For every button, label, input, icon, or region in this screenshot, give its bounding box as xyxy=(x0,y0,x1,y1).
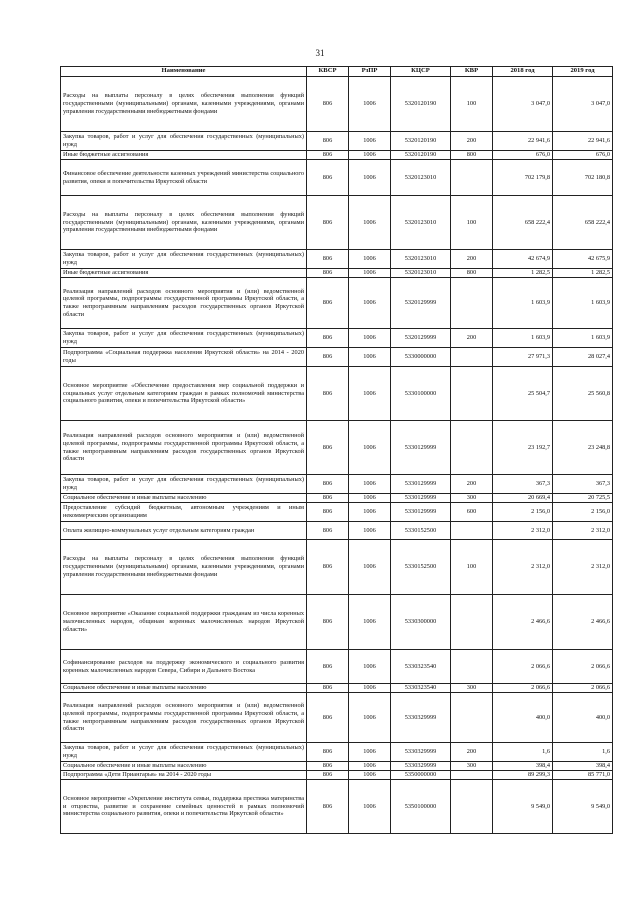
cell-kvr xyxy=(451,771,493,780)
cell-kcsr: 5330129999 xyxy=(391,503,451,522)
cell-kvsr: 806 xyxy=(307,160,349,196)
cell-2018: 3 047,0 xyxy=(493,77,553,132)
cell-kcsr: 5320129999 xyxy=(391,329,451,348)
header-row xyxy=(61,67,613,77)
cell-kvr: 300 xyxy=(451,762,493,771)
cell-kvsr: 806 xyxy=(307,269,349,278)
cell-2018: 398,4 xyxy=(493,762,553,771)
table-row xyxy=(61,269,613,278)
cell-name: Закупка товаров, работ и услуг для обеспечения государственных (муниципальных) нужд xyxy=(61,250,307,269)
cell-kcsr: 5330152500 xyxy=(391,522,451,540)
cell-2019: 9 549,0 xyxy=(553,780,613,834)
cell-kvr xyxy=(451,595,493,650)
cell-kcsr: 5350100000 xyxy=(391,780,451,834)
cell-rzpr: 1006 xyxy=(349,160,391,196)
cell-2018: 400,0 xyxy=(493,693,553,743)
cell-2019: 20 725,5 xyxy=(553,494,613,503)
cell-rzpr: 1006 xyxy=(349,132,391,151)
cell-2018: 1 603,9 xyxy=(493,329,553,348)
cell-2018: 2 312,0 xyxy=(493,540,553,595)
cell-name: Предоставление субсидий бюджетным, автономным учреждениям и иным некоммерческим организациям xyxy=(61,503,307,522)
cell-kcsr: 5320123010 xyxy=(391,196,451,250)
cell-kvr: 200 xyxy=(451,329,493,348)
cell-name: Закупка товаров, работ и услуг для обеспечения государственных (муниципальных) нужд xyxy=(61,329,307,348)
cell-kvr: 800 xyxy=(451,151,493,160)
cell-2018: 2 312,0 xyxy=(493,522,553,540)
cell-2019: 2 466,6 xyxy=(553,595,613,650)
cell-name: Закупка товаров, работ и услуг для обеспечения государственных (муниципальных) нужд xyxy=(61,743,307,762)
cell-kvsr: 806 xyxy=(307,540,349,595)
cell-2019: 676,0 xyxy=(553,151,613,160)
cell-rzpr: 1006 xyxy=(349,650,391,684)
cell-2019: 1 603,9 xyxy=(553,329,613,348)
cell-kvr: 100 xyxy=(451,540,493,595)
cell-kcsr: 5320129999 xyxy=(391,278,451,329)
table-row xyxy=(61,421,613,475)
table-row xyxy=(61,650,613,684)
col-header-2019: 2019 год xyxy=(553,67,613,77)
table-row xyxy=(61,771,613,780)
table-row xyxy=(61,278,613,329)
cell-kcsr: 5350000000 xyxy=(391,771,451,780)
cell-kvsr: 806 xyxy=(307,348,349,367)
table-row xyxy=(61,494,613,503)
cell-kvr: 100 xyxy=(451,77,493,132)
cell-kvsr: 806 xyxy=(307,595,349,650)
table-row xyxy=(61,762,613,771)
table-row xyxy=(61,196,613,250)
table-row xyxy=(61,693,613,743)
cell-2018: 20 669,4 xyxy=(493,494,553,503)
cell-kcsr: 5330329999 xyxy=(391,743,451,762)
cell-kvr: 600 xyxy=(451,503,493,522)
table-row xyxy=(61,780,613,834)
table-row xyxy=(61,522,613,540)
cell-2018: 367,3 xyxy=(493,475,553,494)
cell-2019: 1 282,5 xyxy=(553,269,613,278)
cell-name: Социальное обеспечение и иные выплаты населению xyxy=(61,762,307,771)
table-row xyxy=(61,250,613,269)
cell-2018: 658 222,4 xyxy=(493,196,553,250)
cell-rzpr: 1006 xyxy=(349,684,391,693)
cell-kcsr: 5320120190 xyxy=(391,132,451,151)
cell-2018: 22 941,6 xyxy=(493,132,553,151)
cell-kcsr: 5320120190 xyxy=(391,77,451,132)
cell-kvr: 100 xyxy=(451,196,493,250)
cell-kvsr: 806 xyxy=(307,367,349,421)
cell-2019: 42 675,9 xyxy=(553,250,613,269)
table-row xyxy=(61,329,613,348)
cell-rzpr: 1006 xyxy=(349,780,391,834)
cell-rzpr: 1006 xyxy=(349,348,391,367)
cell-kvr xyxy=(451,278,493,329)
col-header-name: Наименование xyxy=(61,67,307,77)
table-row xyxy=(61,348,613,367)
cell-2019: 2 066,6 xyxy=(553,650,613,684)
cell-kvr xyxy=(451,693,493,743)
cell-rzpr: 1006 xyxy=(349,269,391,278)
cell-rzpr: 1006 xyxy=(349,743,391,762)
cell-2019: 367,3 xyxy=(553,475,613,494)
col-header-kvr: КВР xyxy=(451,67,493,77)
cell-rzpr: 1006 xyxy=(349,196,391,250)
cell-rzpr: 1006 xyxy=(349,329,391,348)
cell-kvr xyxy=(451,522,493,540)
cell-name: Расходы на выплаты персоналу в целях обеспечения выполнения функций государственными (муниципальными) органами, казенными учреждениями, органами управления государственными внебюджетными фондами xyxy=(61,196,307,250)
cell-rzpr: 1006 xyxy=(349,762,391,771)
cell-kvsr: 806 xyxy=(307,250,349,269)
cell-rzpr: 1006 xyxy=(349,595,391,650)
cell-2019: 2 312,0 xyxy=(553,540,613,595)
cell-kvr: 200 xyxy=(451,743,493,762)
cell-kvr xyxy=(451,421,493,475)
cell-kvsr: 806 xyxy=(307,650,349,684)
cell-rzpr: 1006 xyxy=(349,475,391,494)
table-row xyxy=(61,684,613,693)
cell-2019: 3 047,0 xyxy=(553,77,613,132)
cell-name: Расходы на выплаты персоналу в целях обеспечения выполнения функций государственными (муниципальными) органами, казенными учреждениями, органами управления государственными внебюджетными фондами xyxy=(61,77,307,132)
table-row xyxy=(61,540,613,595)
cell-kvsr: 806 xyxy=(307,278,349,329)
cell-kcsr: 5320123010 xyxy=(391,269,451,278)
col-header-rzpr: РзПР xyxy=(349,67,391,77)
cell-rzpr: 1006 xyxy=(349,421,391,475)
cell-2019: 28 027,4 xyxy=(553,348,613,367)
cell-kvsr: 806 xyxy=(307,151,349,160)
cell-kcsr: 5320123010 xyxy=(391,250,451,269)
cell-kcsr: 5330323540 xyxy=(391,650,451,684)
cell-2019: 1 603,9 xyxy=(553,278,613,329)
col-header-kvsr: КВСР xyxy=(307,67,349,77)
cell-kvr xyxy=(451,348,493,367)
cell-2018: 25 504,7 xyxy=(493,367,553,421)
cell-kvsr: 806 xyxy=(307,780,349,834)
cell-kvsr: 806 xyxy=(307,771,349,780)
cell-rzpr: 1006 xyxy=(349,540,391,595)
cell-kcsr: 5330129999 xyxy=(391,494,451,503)
cell-name: Реализация направлений расходов основного мероприятия и (или) ведомственной целевой программы, подпрограммы государственной программы Иркутской области, а также непрограммным направлениям расходов государственных органов Иркутской области xyxy=(61,693,307,743)
cell-2018: 702 179,8 xyxy=(493,160,553,196)
cell-kvsr: 806 xyxy=(307,196,349,250)
table-row xyxy=(61,475,613,494)
cell-kvsr: 806 xyxy=(307,762,349,771)
cell-2018: 9 549,0 xyxy=(493,780,553,834)
cell-kvsr: 806 xyxy=(307,421,349,475)
cell-kvsr: 806 xyxy=(307,475,349,494)
cell-name: Реализация направлений расходов основного мероприятия и (или) ведомственной целевой программы, подпрограммы государственной программы Иркутской области, а также непрограммным направлениям расходов государственных органов Иркутской области xyxy=(61,421,307,475)
cell-2019: 398,4 xyxy=(553,762,613,771)
cell-rzpr: 1006 xyxy=(349,77,391,132)
cell-2018: 2 066,6 xyxy=(493,684,553,693)
cell-name: Иные бюджетные ассигнования xyxy=(61,269,307,278)
cell-2019: 22 941,6 xyxy=(553,132,613,151)
table-row xyxy=(61,160,613,196)
cell-2019: 2 312,0 xyxy=(553,522,613,540)
cell-2018: 1,6 xyxy=(493,743,553,762)
cell-name: Закупка товаров, работ и услуг для обеспечения государственных (муниципальных) нужд xyxy=(61,475,307,494)
cell-2019: 658 222,4 xyxy=(553,196,613,250)
cell-rzpr: 1006 xyxy=(349,151,391,160)
cell-2018: 42 674,9 xyxy=(493,250,553,269)
cell-2018: 2 066,6 xyxy=(493,650,553,684)
cell-2018: 2 466,6 xyxy=(493,595,553,650)
cell-kvsr: 806 xyxy=(307,684,349,693)
cell-2018: 89 299,3 xyxy=(493,771,553,780)
cell-kcsr: 5330129999 xyxy=(391,475,451,494)
cell-2018: 2 156,0 xyxy=(493,503,553,522)
cell-2019: 23 248,8 xyxy=(553,421,613,475)
cell-name: Основное мероприятие «Укрепление института семьи, поддержка престижа материнства и отцовства, развитие и сохранение семейных ценностей в рамках полномочий министерства социального развития, опеки и попечительства Иркутской области» xyxy=(61,780,307,834)
page-number: 31 xyxy=(315,48,325,58)
cell-kvr xyxy=(451,780,493,834)
cell-kvsr: 806 xyxy=(307,503,349,522)
table-row xyxy=(61,503,613,522)
cell-name: Социальное обеспечение и иные выплаты населению xyxy=(61,494,307,503)
cell-kvr: 200 xyxy=(451,475,493,494)
cell-kvsr: 806 xyxy=(307,132,349,151)
cell-rzpr: 1006 xyxy=(349,278,391,329)
cell-kcsr: 5320123010 xyxy=(391,160,451,196)
cell-kvsr: 806 xyxy=(307,329,349,348)
table-row xyxy=(61,595,613,650)
cell-name: Иные бюджетные ассигнования xyxy=(61,151,307,160)
cell-2019: 1,6 xyxy=(553,743,613,762)
cell-name: Социальное обеспечение и иные выплаты населению xyxy=(61,684,307,693)
cell-name: Основное мероприятие «Оказание социальной поддержки гражданам из числа коренных малочисленных народов, общинам коренных малочисленных народов Иркутской области» xyxy=(61,595,307,650)
cell-rzpr: 1006 xyxy=(349,250,391,269)
cell-kcsr: 5320120190 xyxy=(391,151,451,160)
cell-2019: 85 771,0 xyxy=(553,771,613,780)
cell-name: Подпрограмма «Социальная поддержка населения Иркутской области» на 2014 - 2020 годы xyxy=(61,348,307,367)
table-row xyxy=(61,151,613,160)
cell-2018: 1 603,9 xyxy=(493,278,553,329)
cell-rzpr: 1006 xyxy=(349,503,391,522)
cell-kcsr: 5330000000 xyxy=(391,348,451,367)
cell-kvr xyxy=(451,367,493,421)
cell-2019: 2 066,6 xyxy=(553,684,613,693)
cell-rzpr: 1006 xyxy=(349,771,391,780)
cell-2019: 400,0 xyxy=(553,693,613,743)
cell-kvsr: 806 xyxy=(307,743,349,762)
cell-name: Финансовое обеспечение деятельности казенных учреждений министерства социального развития, опеки и попечительства Иркутской области xyxy=(61,160,307,196)
cell-name: Софинансирование расходов на поддержку экономического и социального развития коренных малочисленных народов Севера, Сибири и Дальнего Востока xyxy=(61,650,307,684)
cell-kvr xyxy=(451,650,493,684)
col-header-2018: 2018 год xyxy=(493,67,553,77)
cell-kcsr: 5330329999 xyxy=(391,762,451,771)
cell-2018: 676,0 xyxy=(493,151,553,160)
cell-kvr: 200 xyxy=(451,132,493,151)
cell-2019: 25 560,8 xyxy=(553,367,613,421)
cell-kvsr: 806 xyxy=(307,522,349,540)
cell-name: Оплата жилищно-коммунальных услуг отдельным категориям граждан xyxy=(61,522,307,540)
cell-kvsr: 806 xyxy=(307,77,349,132)
cell-rzpr: 1006 xyxy=(349,367,391,421)
cell-2018: 23 192,7 xyxy=(493,421,553,475)
cell-kvr xyxy=(451,160,493,196)
cell-kvr: 200 xyxy=(451,250,493,269)
cell-2018: 1 282,5 xyxy=(493,269,553,278)
cell-kvr: 300 xyxy=(451,684,493,693)
cell-2018: 27 971,3 xyxy=(493,348,553,367)
budget-table xyxy=(60,66,613,834)
cell-kcsr: 5330100000 xyxy=(391,367,451,421)
table-row xyxy=(61,367,613,421)
cell-name: Основное мероприятие «Обеспечение предоставления мер социальной поддержки и социальных услуг отдельным категориям граждан в рамках полномочий министерства социального развития, опеки и попечительства Иркутской области» xyxy=(61,367,307,421)
cell-name: Расходы на выплаты персоналу в целях обеспечения выполнения функций государственными (муниципальными) органами, казенными учреждениями, органами управления государственными внебюджетными фондами xyxy=(61,540,307,595)
cell-kcsr: 5330329999 xyxy=(391,693,451,743)
cell-name: Реализация направлений расходов основного мероприятия и (или) ведомственной целевой программы, подпрограммы государственной программы Иркутской области, а также непрограммным направлениям расходов государственных органов Иркутской области xyxy=(61,278,307,329)
cell-rzpr: 1006 xyxy=(349,494,391,503)
cell-kvr: 800 xyxy=(451,269,493,278)
cell-kvsr: 806 xyxy=(307,693,349,743)
table-row xyxy=(61,77,613,132)
cell-2019: 702 180,8 xyxy=(553,160,613,196)
cell-rzpr: 1006 xyxy=(349,522,391,540)
cell-kvr: 300 xyxy=(451,494,493,503)
cell-kcsr: 5330323540 xyxy=(391,684,451,693)
cell-rzpr: 1006 xyxy=(349,693,391,743)
cell-name: Закупка товаров, работ и услуг для обеспечения государственных (муниципальных) нужд xyxy=(61,132,307,151)
cell-kvsr: 806 xyxy=(307,494,349,503)
col-header-kcsr: КЦСР xyxy=(391,67,451,77)
cell-kcsr: 5330129999 xyxy=(391,421,451,475)
table-row xyxy=(61,743,613,762)
cell-2019: 2 156,0 xyxy=(553,503,613,522)
cell-kcsr: 5330300000 xyxy=(391,595,451,650)
cell-kcsr: 5330152500 xyxy=(391,540,451,595)
table-row xyxy=(61,132,613,151)
cell-name: Подпрограмма «Дети Приангарья» на 2014 - 2020 годы xyxy=(61,771,307,780)
